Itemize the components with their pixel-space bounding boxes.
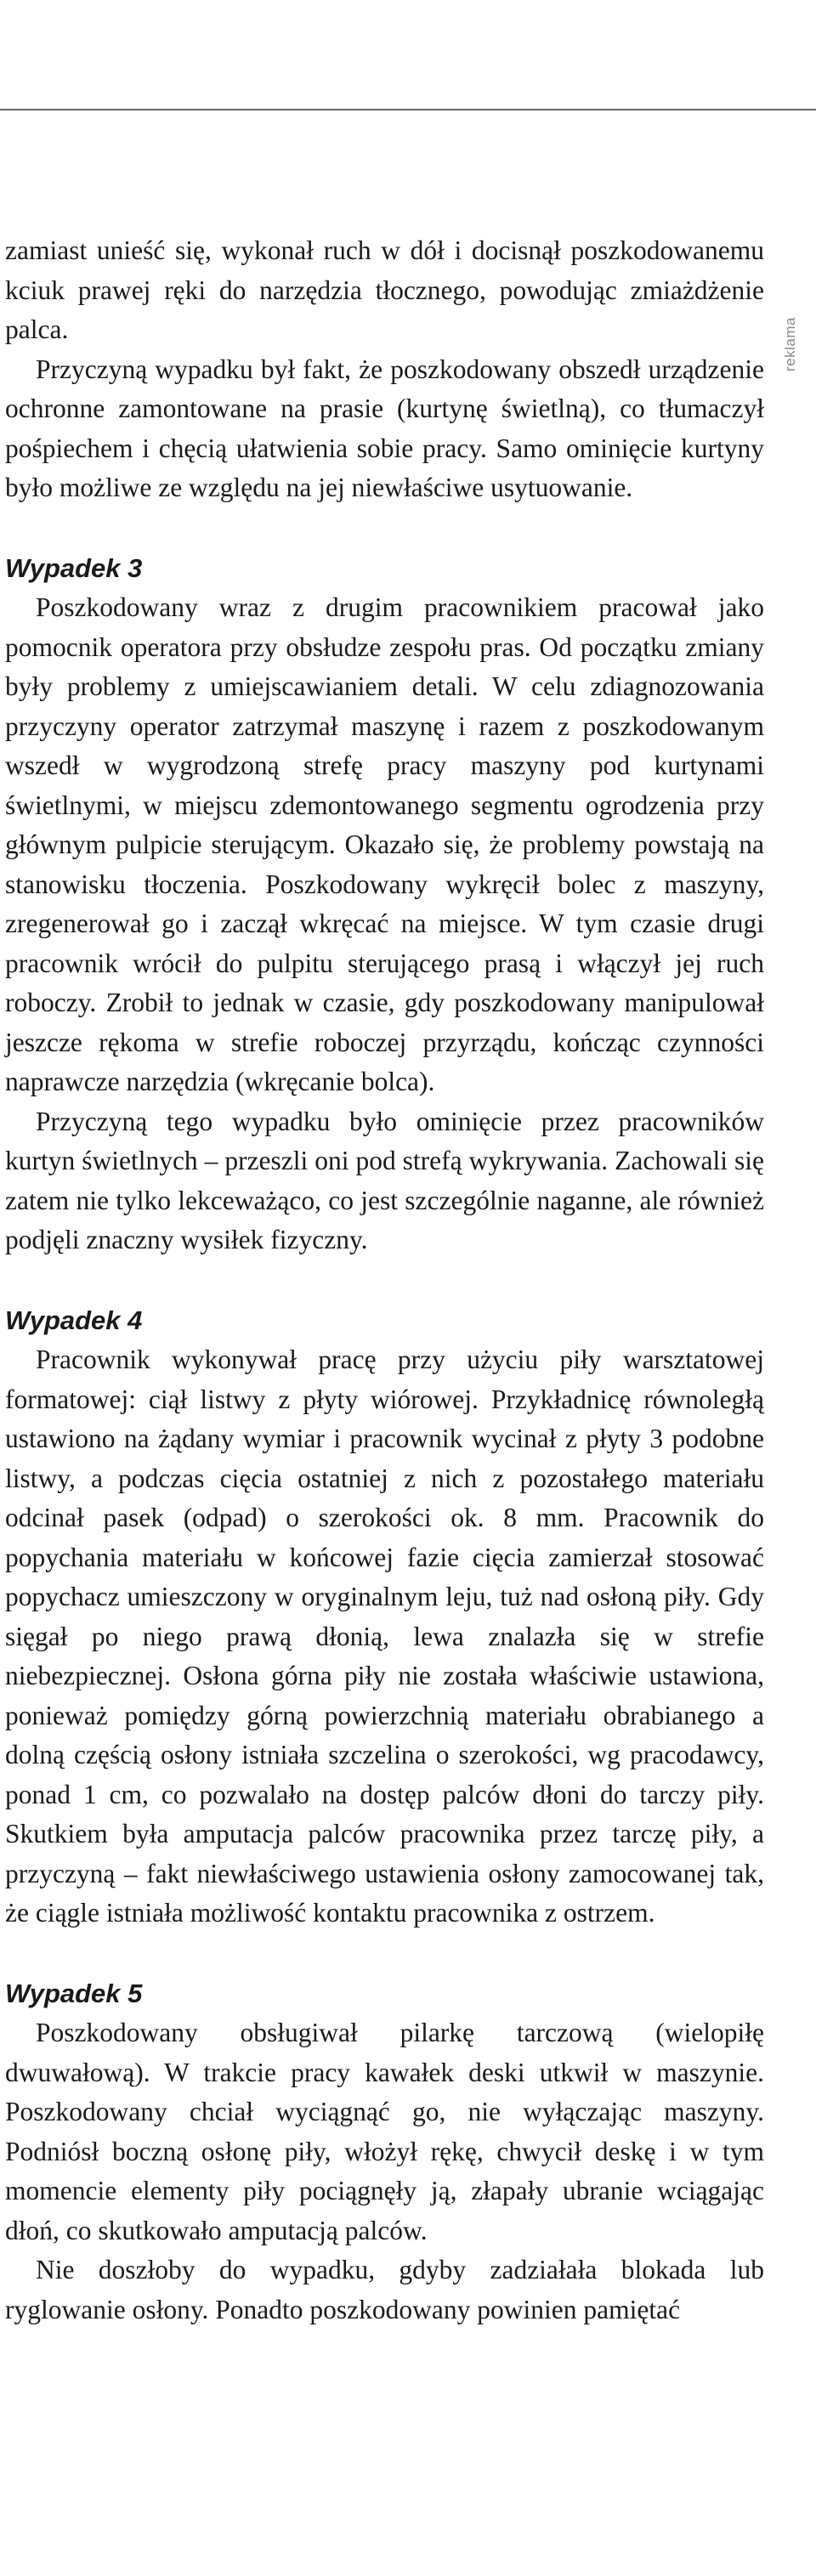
- case-heading: Wypadek 3: [5, 552, 143, 583]
- section-continuation: [5, 231, 764, 508]
- section-wypadek-4: [5, 1301, 764, 1933]
- side-label-text: reklama: [782, 317, 798, 371]
- paragraph: Poszkodowany obsługiwał pilarkę tarczową (wielopiłę dwuwałową). W trakcie pracy kawałek deski utkwił w maszynie. Poszkodowany chciał wyciągnąć go, nie wyłączając maszyny. Podniósł boczną osłonę piły, włożył rękę, chwycił deskę i w tym momencie elementy piły pociągnęły ją, złapały ubranie wciągając dłoń, co skutkowało amputacją palców.: [5, 2018, 764, 2245]
- case-heading: Wypadek 4: [5, 1305, 143, 1335]
- case-heading: Wypadek 5: [5, 1978, 143, 2008]
- advertisement-side-label: [777, 297, 804, 391]
- article-body: [5, 231, 764, 2330]
- paragraph: zamiast unieść się, wykonał ruch w dół i docisnął poszkodowanemu kciuk prawej ręki do narzędzia tłocznego, powodując zmiażdżenie palca.: [5, 235, 764, 344]
- paragraph: Pracownik wykonywał pracę przy użyciu piły warsztatowej formatowej: ciął listwy z płyty wiórowej. Przykładnicę równoległą ustawiono na żądany wymiar i pracownik wycinał z płyty 3 podobne listwy, a podczas cięcia ostatniej z nich z pozostałego materiału odcinał pasek (odpad) o szerokości ok. 8 mm. Pracownik do popychania materiału w końcowej fazie cięcia zamierzał stosować popychacz umieszczony w oryginalnym leju, tuż nad osłoną piły. Gdy sięgał po niego prawą dłonią, lewa znalazła się w strefie niebezpiecznej. Osłona górna piły nie została właściwie ustawiona, ponieważ pomiędzy górną powierzchnią materiału obrabianego a dolną częścią osłony istniała szczelina o szerokości, wg pracodawcy, ponad 1 cm, co pozwalało na dostęp palców dłoni do tarczy piły. Skutkiem była amputacja palców pracownika przez tarczę piły, a przyczyną – fakt niewłaściwego ustawienia osłony zamocowanej tak, że ciągle istniała możliwość kontaktu pracownika z ostrzem.: [5, 1345, 764, 1928]
- paragraph: Przyczyną wypadku był fakt, że poszkodowany obszedł urządzenie ochronne zamontowane na prasie (kurtynę świetlną), co tłumaczył pośpiechem i chęcią ułatwienia sobie pracy. Samo ominięcie kurtyny było możliwe ze względu na jej niewłaściwe usytuowanie.: [5, 354, 764, 502]
- section-wypadek-3: [5, 549, 764, 1260]
- header-rule: [0, 109, 816, 110]
- paragraph: Poszkodowany wraz z drugim pracownikiem pracował jako pomocnik operatora przy obsłudze zespołu pras. Od początku zmiany były problemy z umiejscawianiem detali. W celu zdiagnozowania przyczyny operator zatrzymał maszynę i razem z poszkodowanym wszedł w wygrodzoną strefę pracy maszyny pod kurtynami świetlnymi, w miejscu zdemontowanego segmentu ogrodzenia przy głównym pulpicie sterującym. Okazało się, że problemy powstają na stanowisku tłoczenia. Poszkodowany wykręcił bolec z maszyny, zregenerował go i zaczął wkręcać na miejsce. W tym czasie drugi pracownik wrócił do pulpitu sterującego prasą i włączył jej ruch roboczy. Zrobił to jednak w czasie, gdy poszkodowany manipulował jeszcze rękoma w strefie roboczej przyrządu, kończąc czynności naprawcze narzędzia (wkręcanie bolca).: [5, 592, 764, 1096]
- paragraph: Nie doszłoby do wypadku, gdyby zadziałała blokada lub ryglowanie osłony. Ponadto poszkodowany powinien pamiętać: [5, 2255, 764, 2324]
- paragraph: Przyczyną tego wypadku było ominięcie przez pracowników kurtyn świetlnych – przeszli oni pod strefą wykrywania. Zachowali się zatem nie tylko lekceważąco, co jest szczególnie naganne, ale również podjęli znaczny wysiłek fizyczny.: [5, 1106, 764, 1254]
- section-wypadek-5: [5, 1974, 764, 2330]
